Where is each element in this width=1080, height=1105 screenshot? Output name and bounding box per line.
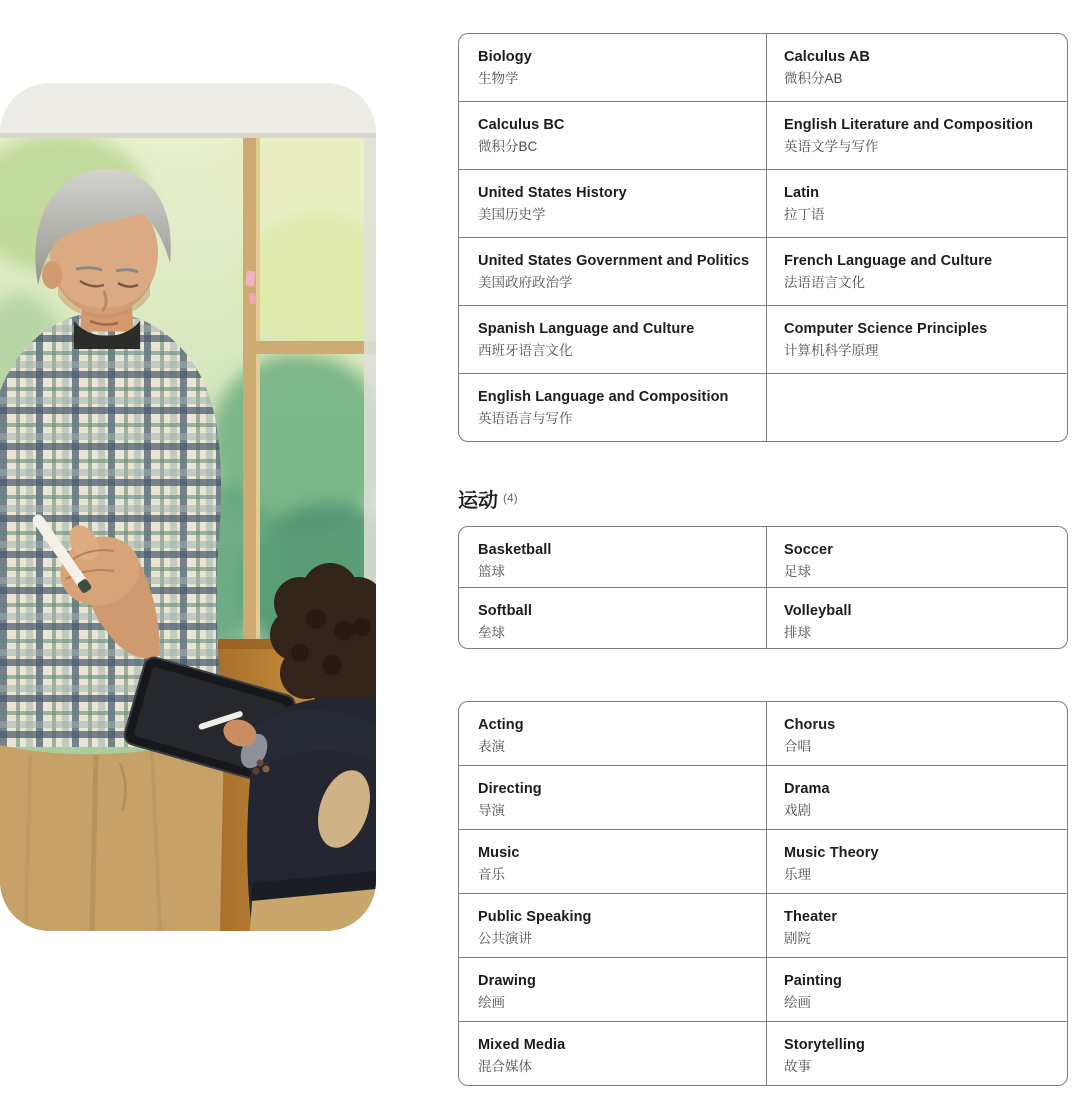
course-name-en: Computer Science Principles <box>784 321 988 337</box>
arts-table <box>458 701 1068 1086</box>
course-name-en: Painting <box>784 973 842 989</box>
course-cell <box>766 238 1067 305</box>
table-row <box>459 829 1067 893</box>
course-name-en: English Language and Composition <box>478 389 729 405</box>
course-name-en: French Language and Culture <box>784 253 993 269</box>
course-name-en: Theater <box>784 909 838 925</box>
course-name-zh: 故事 <box>784 1059 811 1074</box>
course-cell <box>459 588 766 648</box>
course-name-zh: 排球 <box>784 625 811 640</box>
table-row <box>459 702 1067 765</box>
course-cell <box>766 766 1067 829</box>
course-cell <box>766 34 1067 101</box>
classroom-photo <box>0 83 376 931</box>
table-row <box>459 893 1067 957</box>
course-name-en: Calculus BC <box>478 117 565 133</box>
table-row <box>459 305 1067 373</box>
course-cell <box>459 958 766 1021</box>
course-name-zh: 法语语言文化 <box>784 275 865 290</box>
course-name-zh: 戏剧 <box>784 803 811 818</box>
course-cell <box>766 702 1067 765</box>
course-name-en: Volleyball <box>784 603 852 619</box>
table-row <box>459 527 1067 587</box>
course-name-zh: 剧院 <box>784 931 811 946</box>
sports-section-header <box>458 484 518 513</box>
course-name-en: Music Theory <box>784 845 879 861</box>
course-name-zh: 英语语言与写作 <box>478 411 573 426</box>
course-name-en: Directing <box>478 781 542 797</box>
table-row <box>459 765 1067 829</box>
course-cell <box>459 894 766 957</box>
course-name-zh: 合唱 <box>784 739 811 754</box>
course-name-en: English Literature and Composition <box>784 117 1034 133</box>
course-name-en: Soccer <box>784 542 833 558</box>
course-cell <box>459 766 766 829</box>
course-name-zh: 导演 <box>478 803 505 818</box>
course-name-zh: 拉丁语 <box>784 207 825 222</box>
ap-courses-table <box>458 33 1068 442</box>
table-row <box>459 34 1067 101</box>
course-cell <box>459 238 766 305</box>
course-name-en: Mixed Media <box>478 1037 566 1053</box>
course-name-en: Public Speaking <box>478 909 592 925</box>
course-cell <box>766 527 1067 587</box>
course-name-zh: 绘画 <box>784 995 811 1010</box>
course-cell-empty <box>766 374 1067 441</box>
course-name-zh: 篮球 <box>478 564 505 579</box>
course-name-zh: 计算机科学原理 <box>784 343 879 358</box>
table-row <box>459 101 1067 169</box>
course-cell <box>766 588 1067 648</box>
sports-table <box>458 526 1068 649</box>
course-cell <box>459 374 766 441</box>
course-cell <box>766 958 1067 1021</box>
course-name-zh: 英语文学与写作 <box>784 139 879 154</box>
table-row <box>459 373 1067 441</box>
course-name-zh: 微积分BC <box>478 139 538 154</box>
course-cell <box>459 830 766 893</box>
course-cell <box>459 102 766 169</box>
course-name-zh: 表演 <box>478 739 505 754</box>
course-cell <box>459 527 766 587</box>
course-cell <box>459 702 766 765</box>
course-cell <box>766 170 1067 237</box>
course-cell <box>459 1022 766 1085</box>
course-name-en: Spanish Language and Culture <box>478 321 695 337</box>
course-name-zh: 生物学 <box>478 71 519 86</box>
sports-section-title: 运动 <box>458 490 498 512</box>
course-name-en: Acting <box>478 717 524 733</box>
course-name-en: Calculus AB <box>784 49 870 65</box>
course-name-zh: 绘画 <box>478 995 505 1010</box>
course-cell <box>766 1022 1067 1085</box>
course-name-zh: 足球 <box>784 564 811 579</box>
course-cell <box>766 102 1067 169</box>
course-name-zh: 美国历史学 <box>478 207 546 222</box>
classroom-photo-illustration <box>0 83 376 931</box>
course-name-zh: 美国政府政治学 <box>478 275 573 290</box>
course-name-zh: 垒球 <box>478 625 505 640</box>
course-name-en: Latin <box>784 185 820 201</box>
course-name-en: Storytelling <box>784 1037 865 1053</box>
table-row <box>459 587 1067 648</box>
course-cell <box>766 894 1067 957</box>
course-name-en: Chorus <box>784 717 836 733</box>
course-name-zh: 乐理 <box>784 867 811 882</box>
sports-section-count: (4) <box>503 491 518 505</box>
course-name-zh: 西班牙语言文化 <box>478 343 573 358</box>
table-row <box>459 237 1067 305</box>
course-name-en: Basketball <box>478 542 552 558</box>
course-cell <box>459 170 766 237</box>
course-name-en: Drawing <box>478 973 536 989</box>
course-name-zh: 音乐 <box>478 867 505 882</box>
course-name-en: Biology <box>478 49 532 65</box>
course-name-en: United States Government and Politics <box>478 253 750 269</box>
course-cell <box>766 306 1067 373</box>
course-name-en: United States History <box>478 185 627 201</box>
course-name-en: Drama <box>784 781 830 797</box>
course-name-zh: 混合媒体 <box>478 1059 532 1074</box>
course-name-en: Softball <box>478 603 532 619</box>
course-name-zh: 公共演讲 <box>478 931 532 946</box>
course-cell <box>459 34 766 101</box>
course-cell <box>459 306 766 373</box>
course-name-en: Music <box>478 845 520 861</box>
table-row <box>459 1021 1067 1085</box>
course-name-zh: 微积分AB <box>784 71 843 86</box>
table-row <box>459 957 1067 1021</box>
course-cell <box>766 830 1067 893</box>
table-row <box>459 169 1067 237</box>
